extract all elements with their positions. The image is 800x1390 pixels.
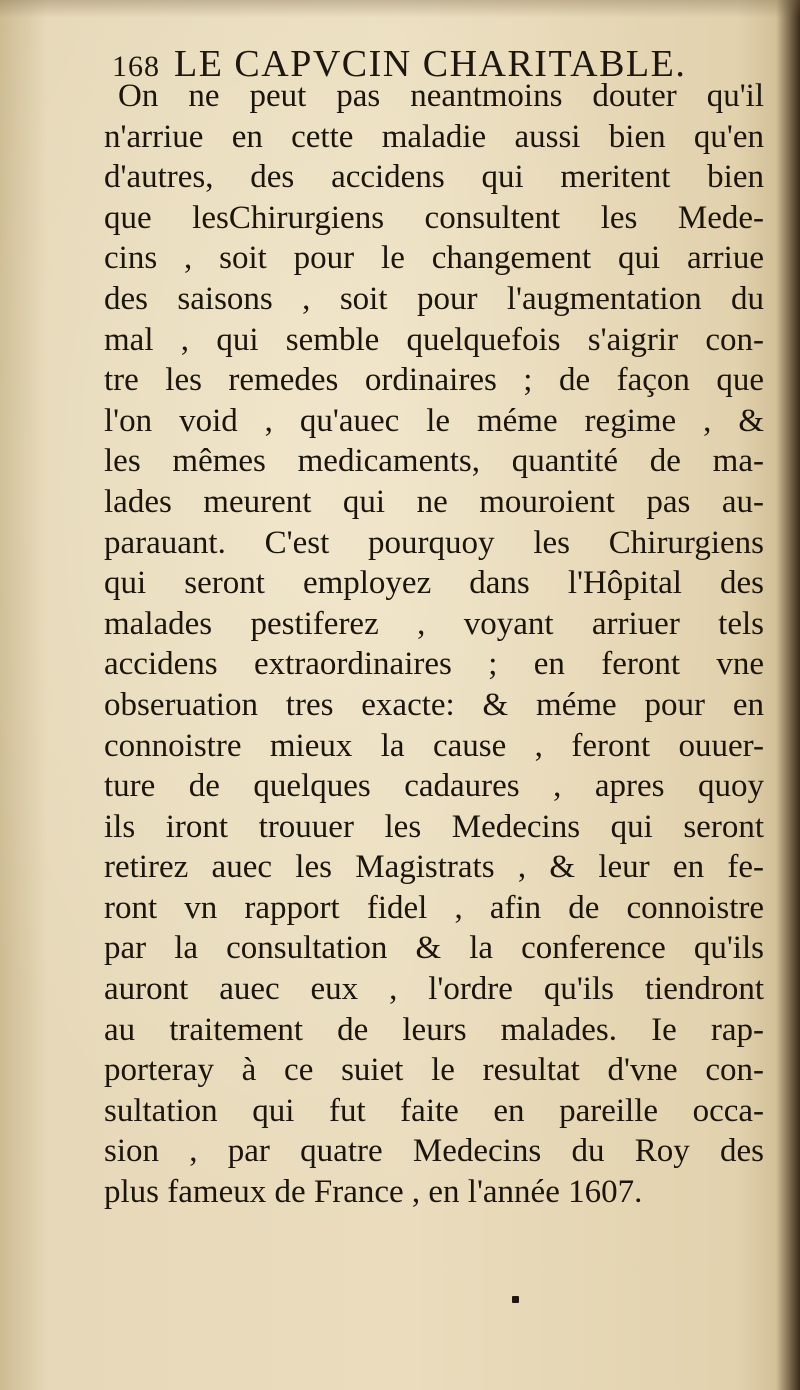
text-line: On ne peut pas neantmoins douter qu'il [118, 78, 764, 114]
text-line: mal , qui semble quelquefois s'aigrir con- [104, 321, 764, 358]
text-line: tre les remedes ordinaires ; de façon que [104, 362, 764, 399]
text-line: qui seront employez dans l'Hôpital des [104, 565, 764, 602]
text-line: par la consultation & la conference qu'ils [104, 930, 764, 967]
text-line: l'on void , qu'auec le méme regime , & [104, 402, 764, 439]
text-line: ils iront trouuer les Medecins qui seront [104, 808, 764, 845]
text-line: que lesChirurgiens consultent les Mede- [104, 199, 764, 236]
text-line: retirez auec les Magistrats , & leur en fe- [104, 849, 764, 886]
text-line: lades meurent qui ne mouroient pas au- [104, 483, 764, 520]
text-line: ront vn rapport fidel , afin de connoistre [104, 889, 764, 926]
text-line: au traitement de leurs malades. Ie rap- [104, 1011, 764, 1048]
running-title: LE CAPVCIN CHARITABLE. [174, 43, 687, 85]
text-line: accidens extraordinaires ; en feront vne [104, 646, 764, 683]
text-line: porteray à ce suiet le resultat d'vne con- [104, 1052, 764, 1089]
ink-mark [512, 1296, 519, 1303]
page-number: 168 [112, 50, 160, 83]
text-line: ture de quelques cadaures , apres quoy [104, 768, 764, 805]
text-line: plus fameux de France , en l'année 1607. [104, 1174, 643, 1211]
text-line: auront auec eux , l'ordre qu'ils tiendront [104, 971, 764, 1008]
text-line: connoistre mieux la cause , feront ouuer- [104, 727, 764, 764]
text-line: obseruation tres exacte: & méme pour en [104, 686, 764, 723]
text-line: les mêmes medicaments, quantité de ma- [104, 443, 764, 480]
text-line: malades pestiferez , voyant arriuer tels [104, 605, 764, 642]
body-text [104, 76, 764, 1213]
text-line: sion , par quatre Medecins du Roy des [104, 1133, 764, 1170]
text-line: cins , soit pour le changement qui arriue [104, 240, 764, 277]
text-line: parauant. C'est pourquoy les Chirurgiens [104, 524, 764, 561]
text-line: des saisons , soit pour l'augmentation du [104, 280, 764, 317]
text-line: d'autres, des accidens qui meritent bien [104, 159, 764, 196]
text-line: sultation qui fut faite en pareille occa- [104, 1092, 764, 1129]
text-line: n'arriue en cette maladie aussi bien qu'en [104, 118, 764, 155]
